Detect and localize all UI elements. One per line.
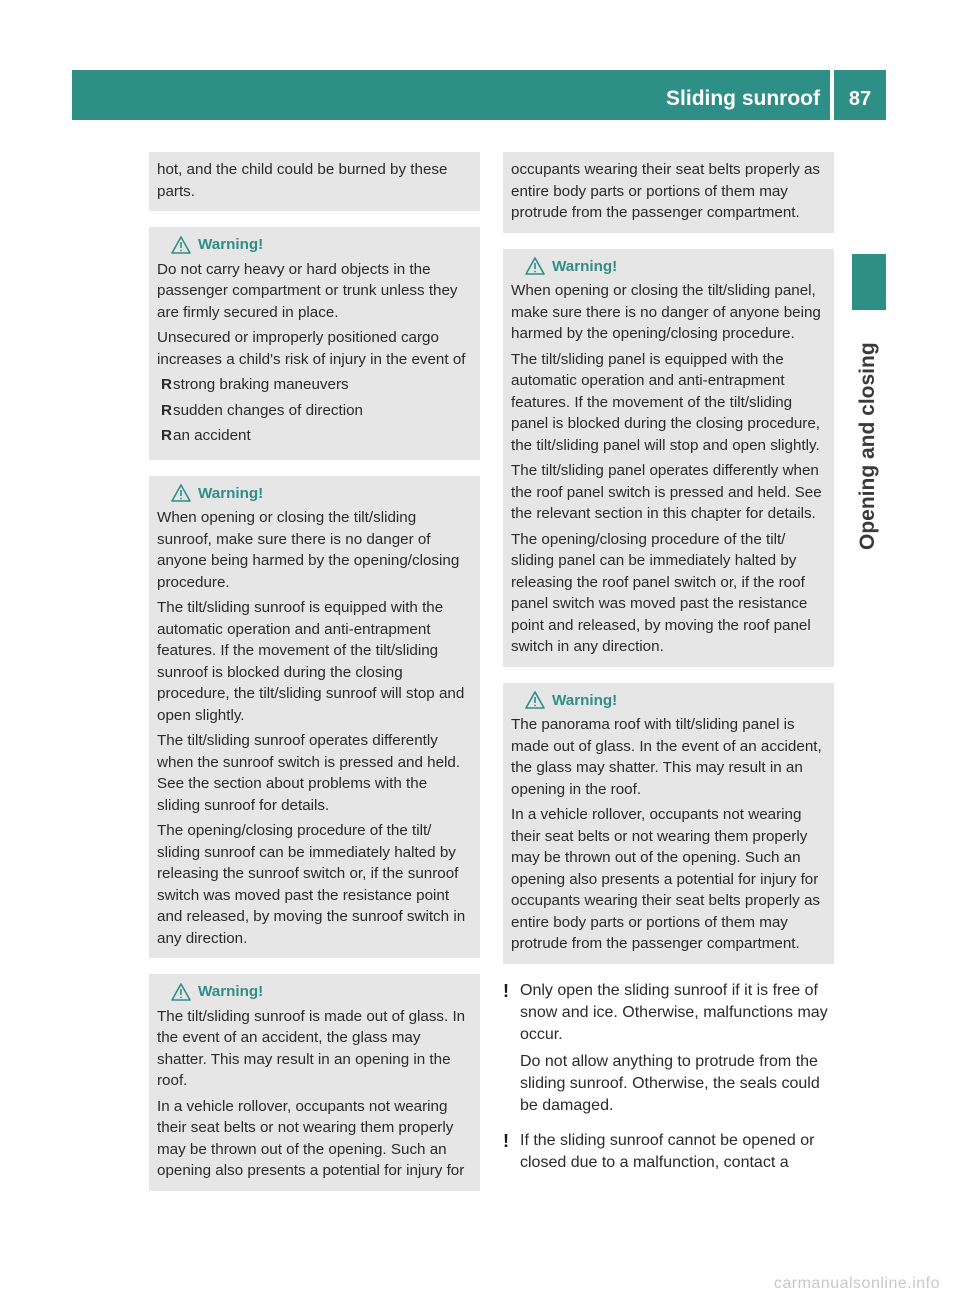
- list-item: R sudden changes of direction: [161, 400, 473, 422]
- warning-title: Warning!: [198, 484, 264, 502]
- body-text: When opening or closing the tilt/sliding sunroof, make sure there is no danger of anyone being harmed by the opening/closing procedure.: [157, 509, 460, 591]
- body-text: The tilt/sliding panel operates differently when the roof panel switch is pressed and held. See the relevant section in this chapter for details.: [511, 462, 822, 522]
- notes-section: [503, 980, 834, 1179]
- warning-box: [503, 249, 834, 667]
- body-text: occupants wearing their seat belts properly as entire body parts or portions of them may protrude from the passenger compartment.: [511, 161, 820, 221]
- body-text: The opening/closing procedure of the tilt/ sliding panel can be immediately halted by releasing the roof panel switch or, if the roof panel switch was moved past the resistance point and released, by moving the roof panel switch in any direction.: [511, 530, 811, 655]
- page-number: 87: [848, 88, 872, 110]
- continued-box: [149, 152, 480, 211]
- section-label-wrap: [850, 320, 886, 550]
- note-text: Only open the sliding sunroof if it is free of snow and ice. Otherwise, malfunctions may occur.: [520, 981, 828, 1043]
- warning-heading: [157, 483, 473, 505]
- warning-title: Warning!: [552, 691, 618, 709]
- body-text: Do not carry heavy or hard objects in the passenger compartment or trunk unless they are firmly secured in place.: [157, 260, 458, 321]
- section-label: Opening and closing: [856, 342, 879, 550]
- list-item: R an accident: [161, 425, 473, 447]
- body-text: hot, and the child could be burned by these parts.: [157, 161, 448, 200]
- body-text: The tilt/sliding sunroof is made out of glass. In the event of an accident, the glass may shatter. This may result in an opening in the roof.: [157, 1007, 466, 1089]
- warning-heading: [157, 234, 473, 256]
- body-text: In a vehicle rollover, occupants not wearing their seat belts or not wearing them properly may be thrown out of the opening. Such an opening also presents a potential for injury for: [157, 1097, 465, 1179]
- warning-box: [149, 227, 480, 460]
- warning-box: [149, 974, 480, 1191]
- right-column: [503, 152, 834, 1187]
- left-column: [149, 152, 480, 1207]
- warning-box: [149, 476, 480, 959]
- body-text: When opening or closing the tilt/sliding panel, make sure there is no danger of anyone being harmed by the opening/closing procedure.: [511, 282, 821, 342]
- body-text: Unsecured or improperly positioned cargo increases a child's risk of injury in the event of: [157, 329, 466, 368]
- warning-title: Warning!: [198, 983, 264, 1000]
- watermark: carmanualsonline.info: [773, 1275, 940, 1292]
- note-body: [520, 980, 834, 1122]
- warning-triangle-icon: [171, 484, 191, 502]
- warning-heading: [511, 256, 827, 278]
- list-item-text: sudden changes of direction: [173, 401, 363, 419]
- body-text: The tilt/sliding sunroof is equipped with the automatic operation and anti-entrapment features. If the movement of the tilt/sliding sunroof is blocked during the closing procedure, the tilt/sliding sunroof will stop and open slightly.: [157, 599, 465, 724]
- note-item: [503, 1130, 834, 1179]
- exclamation-icon: !: [503, 1130, 509, 1151]
- section-tab: [852, 254, 886, 310]
- exclamation-icon: !: [503, 980, 509, 1001]
- warning-title: Warning!: [198, 236, 264, 253]
- warning-triangle-icon: [525, 691, 545, 709]
- body-text: The tilt/sliding sunroof operates differently when the sunroof switch is pressed and held. See the section about problems with the sliding sunroof for details.: [157, 732, 461, 814]
- warning-triangle-icon: [171, 236, 191, 254]
- warning-box: [503, 683, 834, 964]
- list-item-text: strong braking maneuvers: [173, 376, 349, 393]
- list-item: R strong braking maneuvers: [161, 374, 473, 396]
- body-text: The tilt/sliding panel is equipped with the automatic operation and anti-entrapment features. If the movement of the tilt/sliding panel is blocked during the closing procedure, the tilt/sliding panel will stop and open slightly.: [511, 350, 821, 454]
- warning-title: Warning!: [552, 257, 618, 275]
- note-text: Do not allow anything to protrude from the sliding sunroof. Otherwise, the seals could be damaged.: [520, 1052, 820, 1114]
- warning-triangle-icon: [171, 983, 191, 1001]
- warning-triangle-icon: [525, 257, 545, 275]
- warning-heading: [511, 690, 827, 712]
- warning-heading: [157, 981, 473, 1003]
- note-text: If the sliding sunroof cannot be opened or closed due to a malfunction, contact a: [520, 1131, 815, 1171]
- body-text: The panorama roof with tilt/sliding panel is made out of glass. In the event of an accident, the glass may shatter. This may result in an opening in the roof.: [511, 716, 822, 798]
- body-text: The opening/closing procedure of the tilt/ sliding sunroof can be immediately halted by releasing the sunroof switch or, if the sunroof switch was moved past the resistance point and released, by moving the sunroof switch in any direction.: [157, 822, 466, 947]
- note-item: [503, 980, 834, 1122]
- body-text: In a vehicle rollover, occupants not wearing their seat belts or not wearing them properly may be thrown out of the opening. Such an opening also presents a potential for injury for occupants wearing their seat belts properly as entire body parts or portions of them may protrude from the passenger compartment.: [511, 806, 820, 952]
- continued-box: [503, 152, 834, 233]
- page-title: Sliding sunroof: [666, 87, 820, 110]
- list-item-text: an accident: [173, 427, 251, 444]
- note-body: [520, 1130, 834, 1179]
